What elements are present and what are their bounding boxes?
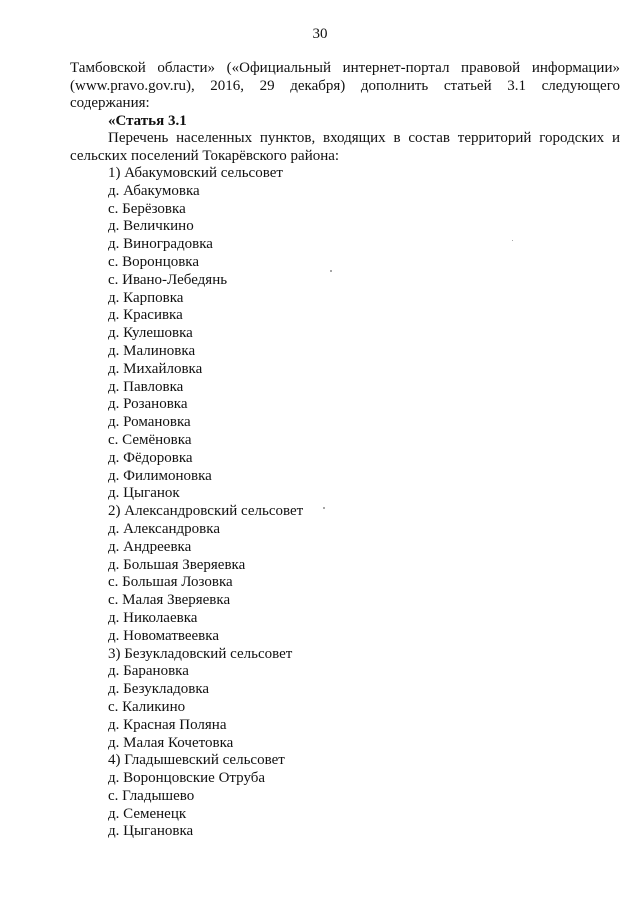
settlement-item: д. Павловка	[108, 378, 184, 395]
settlement-item: с. Берёзовка	[108, 200, 186, 217]
council-header: 3) Безукладовский сельсовет	[108, 645, 293, 662]
settlement-item: д. Красивка	[108, 307, 183, 324]
settlement-item: д. Большая Зверяевка	[108, 556, 246, 573]
settlement-item: д. Малиновка	[108, 342, 196, 359]
intro-paragraph	[70, 60, 620, 113]
settlement-item: д. Красная Поляна	[108, 716, 227, 733]
settlement-item: с. Каликино	[108, 698, 186, 715]
scan-speck	[330, 270, 332, 272]
settlement-item: д. Фёдоровка	[108, 449, 193, 466]
list-intro-text: Перечень населенных пунктов, входящих в состав территорий городских и сельских поселений Токарёвского района:	[70, 130, 620, 164]
intro-text: Тамбовской области» («Официальный интернет-портал правовой информации» (www.pravo.gov.ru), 2016, 29 декабря) дополнить статьей 3.1 следующего содержания:	[70, 60, 620, 111]
page-number: 30	[312, 26, 328, 42]
settlement-item: с. Гладышево	[108, 787, 195, 804]
scan-speck	[323, 507, 325, 509]
settlement-item: д. Михайловка	[108, 360, 203, 377]
settlement-item: с. Большая Лозовка	[108, 574, 233, 591]
settlement-item: д. Карповка	[108, 289, 184, 306]
settlement-item: д. Новоматвеевка	[108, 627, 219, 644]
settlement-item: д. Величкино	[108, 218, 194, 235]
settlement-item: д. Семенецк	[108, 805, 187, 822]
settlement-item: д. Барановка	[108, 663, 189, 680]
council-header: 1) Абакумовский сельсовет	[108, 165, 283, 181]
settlement-item: д. Воронцовские Отруба	[108, 770, 266, 787]
settlement-item: с. Воронцовка	[108, 253, 200, 270]
settlement-item: д. Романовка	[108, 414, 191, 431]
list-intro-paragraph	[70, 130, 620, 165]
settlement-item: д. Цыгановка	[108, 823, 194, 840]
settlement-item: д. Цыганок	[108, 485, 180, 502]
settlement-item: д. Филимоновка	[108, 467, 212, 484]
settlement-item: д. Андреевка	[108, 538, 192, 555]
settlement-list	[108, 165, 303, 841]
settlement-item: д. Розановка	[108, 396, 188, 413]
settlement-item: д. Абакумовка	[108, 182, 200, 199]
council-header: 2) Александровский сельсовет	[108, 503, 304, 520]
settlement-item: с. Ивано-Лебедянь	[108, 271, 228, 288]
scan-speck	[512, 240, 513, 241]
settlement-item: д. Николаевка	[108, 609, 198, 626]
settlement-item: д. Малая Кочетовка	[108, 734, 234, 751]
settlement-item: с. Семёновка	[108, 431, 192, 448]
settlement-item: д. Александровка	[108, 520, 220, 537]
settlement-item: д. Виноградовка	[108, 236, 213, 253]
settlement-item: д. Безукладовка	[108, 681, 210, 698]
council-header: 4) Гладышевский сельсовет	[108, 752, 285, 769]
settlement-item: с. Малая Зверяевка	[108, 592, 231, 609]
article-title: «Статья 3.1	[108, 113, 187, 129]
settlement-item: д. Кулешовка	[108, 325, 193, 342]
